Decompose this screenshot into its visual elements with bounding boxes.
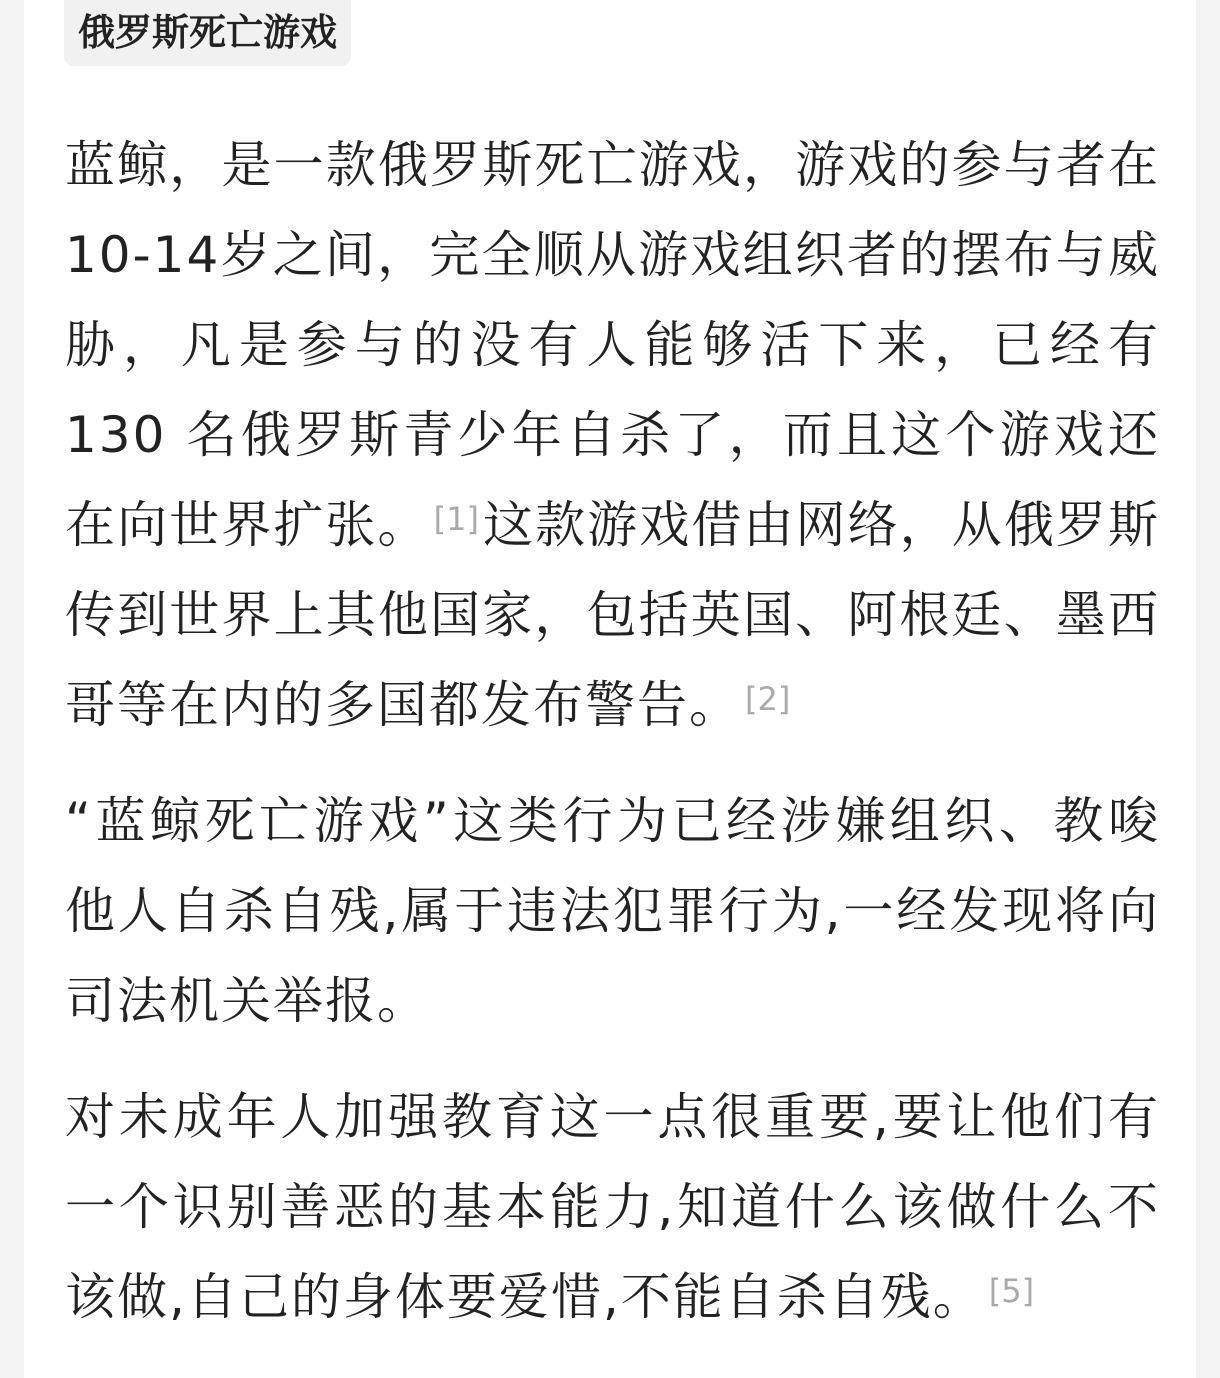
content-card <box>24 0 1196 1378</box>
paragraph-3 <box>65 1072 1160 1342</box>
paragraph-1-text-a: 蓝鲸，是一款俄罗斯死亡游戏，游戏的参与者在10-14岁之间，完全顺从游戏组织者的摆布与威胁，凡是参与的没有人能够活下来，已经有 130 名俄罗斯青少年自杀了，而且这个游戏还在向世界扩张。 <box>65 136 1160 554</box>
paragraph-2 <box>65 776 1160 1046</box>
paragraph-2-text: “蓝鲸死亡游戏”这类行为已经涉嫌组织、教唆他人自杀自残,属于违法犯罪行为,一经发现将向司法机关举报。 <box>65 792 1160 1030</box>
reference-link-2[interactable]: [2] <box>745 680 791 718</box>
reference-link-5[interactable]: [5] <box>988 1272 1035 1310</box>
article-body <box>65 120 1160 1342</box>
paragraph-1 <box>65 120 1160 750</box>
paragraph-3-text: 对未成年人加强教育这一点很重要,要让他们有一个识别善恶的基本能力,知道什么该做什么不该做,自己的身体要爱惜,不能自杀自残。 <box>65 1088 1160 1326</box>
paragraph-1-text-b: 这款游戏借由网络，从俄罗斯传到世界上其他国家，包括英国、阿根廷、墨西哥等在内的多国都发布警告。 <box>65 496 1161 734</box>
reference-link-1[interactable]: [1] <box>433 500 479 538</box>
topic-tag[interactable]: 俄罗斯死亡游戏 <box>64 0 351 66</box>
